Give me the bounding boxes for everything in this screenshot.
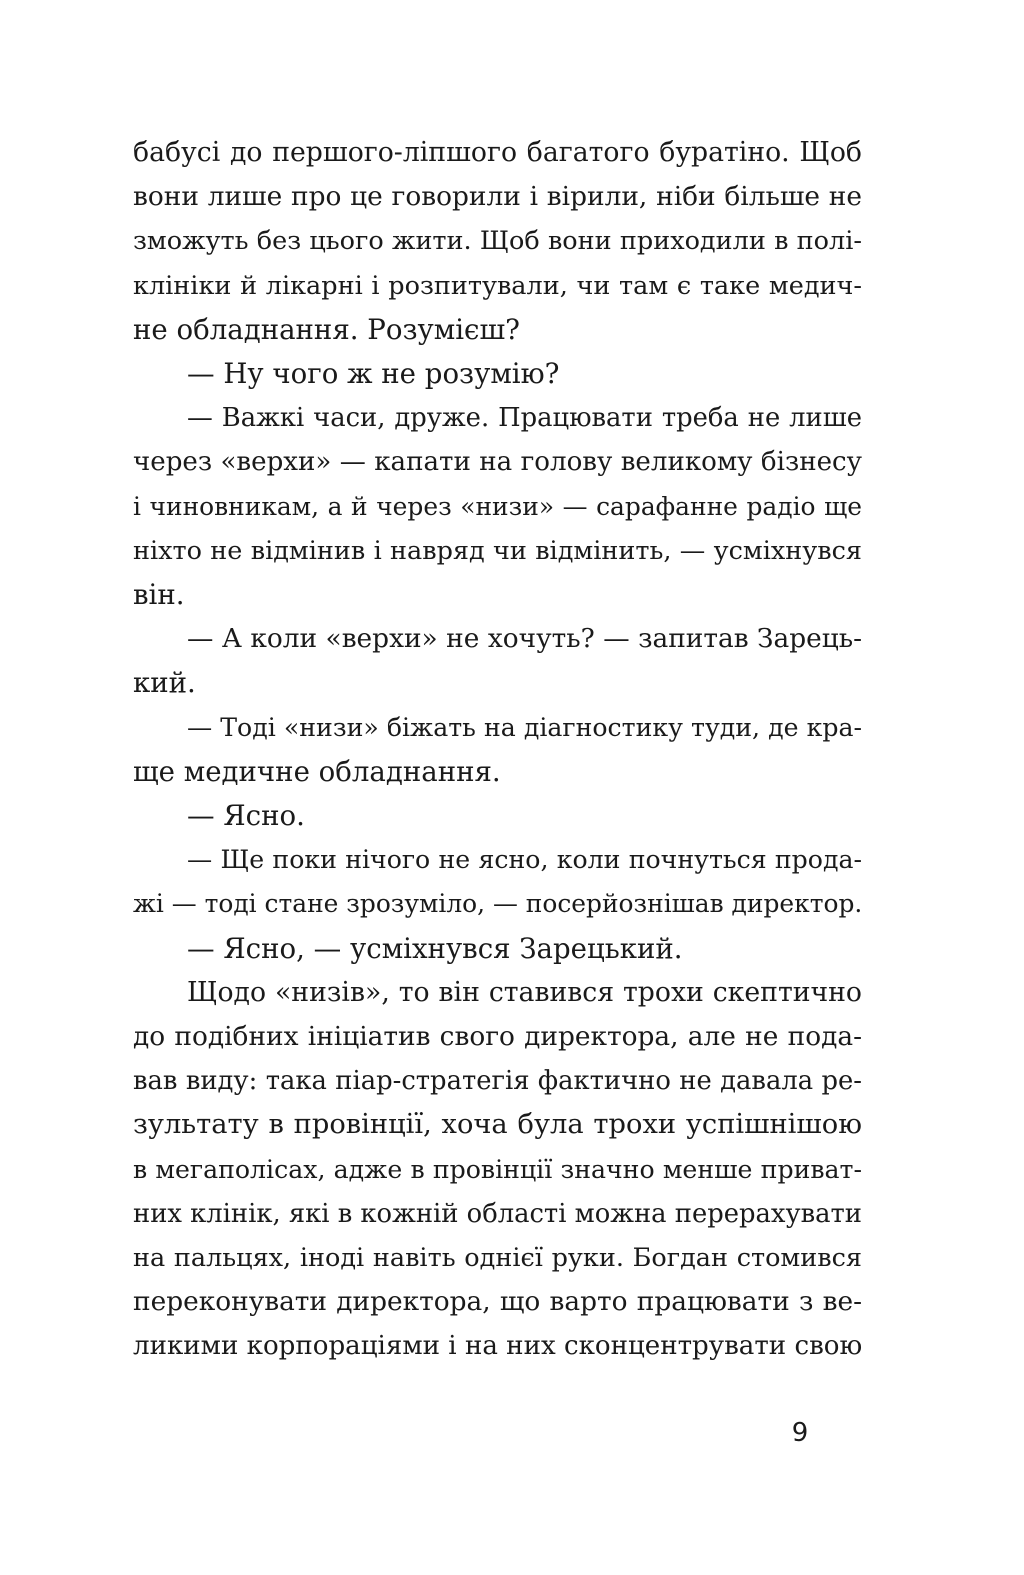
text-line: до подібних ініціатив свого директора, але не пода- xyxy=(133,1021,862,1053)
text-line: вав виду: така піар-стратегія фактично не давала ре- xyxy=(133,1066,862,1097)
text-line: ликими корпораціями і на них сконцентрувати свою xyxy=(133,1331,863,1362)
text-line: в мегаполісах, адже в провінції значно менше приват- xyxy=(133,1154,862,1184)
dialogue-line: — Ясно. xyxy=(187,799,305,833)
text-line: кий. xyxy=(133,666,196,700)
dialogue-line: — Ще поки нічого не ясно, коли почнуться прода- xyxy=(187,845,862,875)
paragraph-line: Щодо «низів», то він ставився трохи скептично xyxy=(187,976,862,1008)
text-line: через «верхи» — капати на голову великому бізнесу xyxy=(133,447,862,478)
dialogue-line: — Важкі часи, друже. Працювати треба не лише xyxy=(187,403,862,434)
text-line: зможуть без цього жити. Щоб вони приходили в полі- xyxy=(133,226,862,257)
dialogue-line: — Ясно, — усміхнувся Зарецький. xyxy=(187,931,683,965)
text-line: і чиновникам, а й через «низи» — сарафанне радіо ще xyxy=(133,491,862,521)
dialogue-line: — Тоді «низи» біжать на діагностику туди, де кра- xyxy=(187,712,862,742)
text-line: вони лише про це говорили і вірили, ніби більше не xyxy=(133,181,862,213)
text-line: бабусі до першого-ліпшого багатого буратіно. Щоб xyxy=(133,137,862,168)
text-line: клініки й лікарні і розпитували, чи там є таке медич- xyxy=(133,270,862,301)
text-line: на пальцях, іноді навіть однієї руки. Богдан стомився xyxy=(133,1243,862,1274)
text-line: не обладнання. Розумієш? xyxy=(133,312,520,346)
text-line: переконувати директора, що варто працювати з ве- xyxy=(133,1286,862,1318)
text-line: він. xyxy=(133,578,185,612)
text-line: зультату в провінції, хоча була трохи успішнішою xyxy=(133,1109,862,1141)
page-number: 9 xyxy=(791,1418,809,1448)
dialogue-line: — Ну чого ж не розумію? xyxy=(187,357,560,391)
body-text xyxy=(133,131,862,1369)
dialogue-line: — А коли «верхи» не хочуть? — запитав Зарець- xyxy=(187,623,862,655)
text-line: ще медичне обладнання. xyxy=(133,754,501,788)
text-line: них клінік, які в кожній області можна перерахувати xyxy=(133,1198,862,1229)
text-line: ніхто не відмінив і навряд чи відмінить, — усміхнувся xyxy=(133,535,862,566)
text-line: жі — тоді стане зрозуміло, — посерйознішав директор. xyxy=(133,889,863,919)
